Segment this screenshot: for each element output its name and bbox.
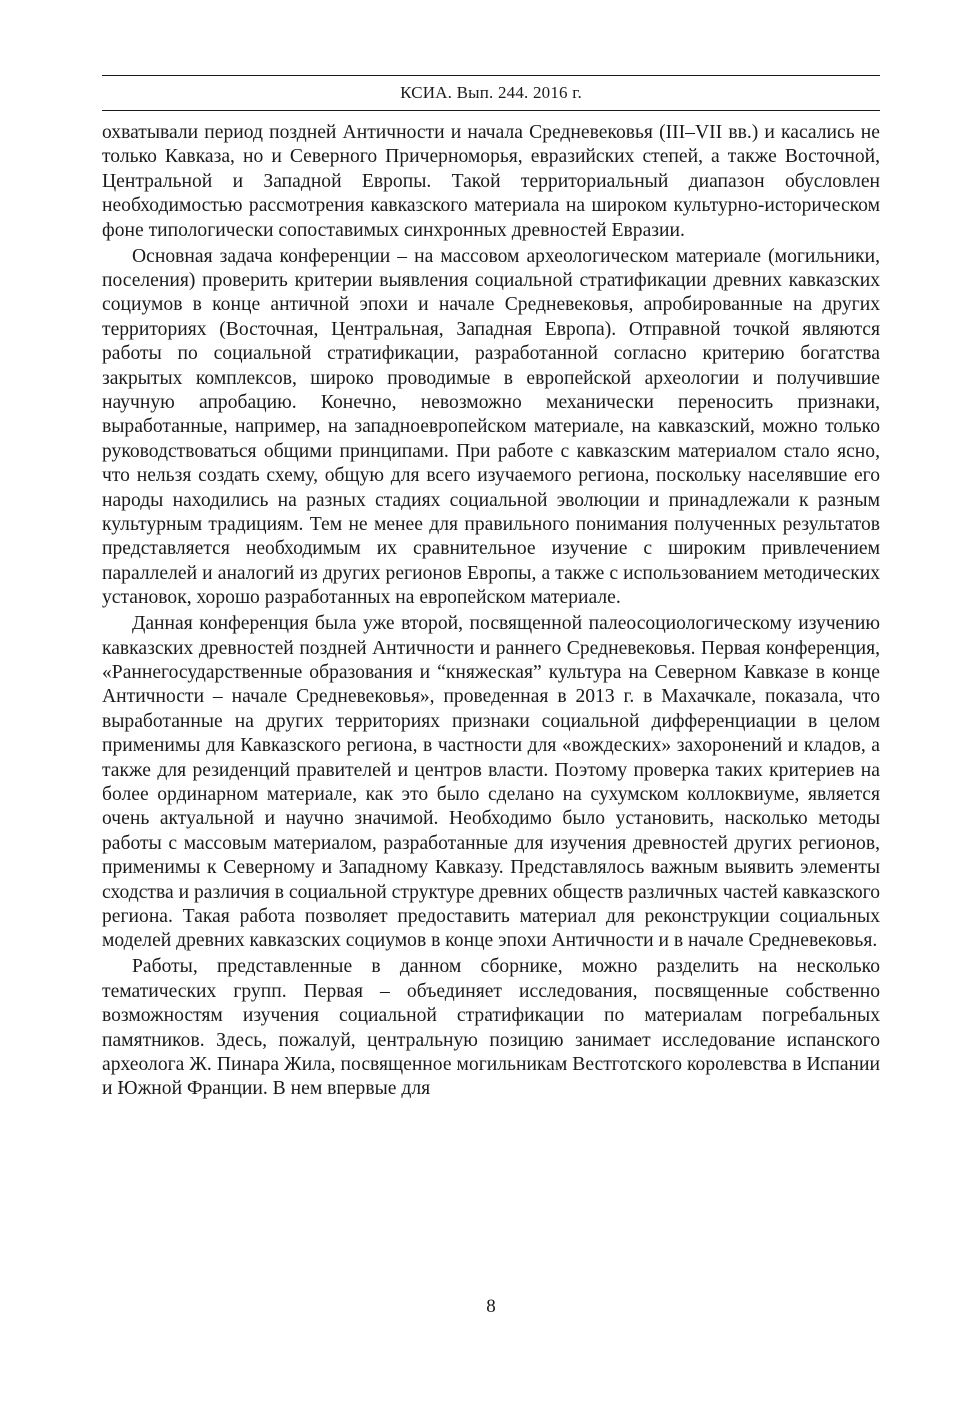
paragraph-continued: охватывали период поздней Античности и начала Средневековья (III–VII вв.) и касались не только Кавказа, но и Северного Причерноморья, евразийских степей, а также Восточной, Центральной и Западной Европы. Такой территориальный диапазон обусловлен необходимостью рассмотрения кавказского материала на широком культурно-историческом фоне типологически сопоставимых синхронных древностей Евразии. (102, 122, 880, 241)
header-rule-bottom (102, 110, 880, 111)
paragraph: Данная конференция была уже второй, посвященной палеосоциологическому изучению кавказских древностей поздней Античности и раннего Средневековья. Первая конференция, «Раннегосударственные образования и “княжеская” культура на Северном Кавказе в конце Античности – начале Средневековья», проведенная в 2013 г. в Махачкале, показала, что выработанные на других территориях признаки социальной дифференциации в целом применимы для Кавказского региона, в частности для «вождеских» захоронений и кладов, а также для резиденций правителей и центров власти. Поэтому проверка таких критериев на более ординарном материале, как это было сделано на сухумском коллоквиуме, является очень актуальной и научно значимой. Необходимо было установить, насколько методы работы с массовым материалом, разработанные для изучения древностей других регионов, применимы к Северному и Западному Кавказу. Представлялось важным выявить элементы сходства и различия в социальной структуре древних обществ различных частей кавказского региона. Такая работа позволяет предоставить материал для реконструкции социальных моделей древних кавказских социумов в конце эпохи Античности и в начале Средневековья. (102, 613, 880, 952)
paragraph: Работы, представленные в данном сборнике, можно разделить на несколько тематических групп. Первая – объединяет исследования, посвященные собственно возможностям изучения социальной стратификации по материалам погребальных памятников. Здесь, пожалуй, центральную позицию занимает исследование испанского археолога Ж. Пинара Жила, посвященное могильникам Вестготского королевства в Испании и Южной Франции. В нем впервые для (102, 956, 880, 1100)
body-text (102, 121, 880, 1102)
running-header: КСИА. Вып. 244. 2016 г. (400, 83, 582, 102)
page-number: 8 (486, 1296, 496, 1317)
paragraph: Основная задача конференции – на массовом археологическом материале (могильники, поселения) проверить критерии выявления социальной стратификации древних кавказских социумов в конце античной эпохи и начале Средневековья, апробированные на других территориях (Восточная, Центральная, Западная Европа). Отправной точкой являются работы по социальной стратификации, разработанной согласно критерию богатства закрытых комплексов, широко проводимые в европейской археологии и получившие научную апробацию. Конечно, невозможно механически переносить признаки, выработанные, например, на западноевропейском материале, на кавказский, можно только руководствоваться общими принципами. При работе с кавказским материалом стало ясно, что нельзя создать схему, общую для всего изучаемого региона, поскольку населявшие его народы находились на разных стадиях социальной эволюции и принадлежали к разным культурным традициям. Тем не менее для правильного понимания полученных результатов представляется необходимым их сравнительное изучение с широким привлечением параллелей и аналогий из других регионов Европы, а также с использованием методических установок, хорошо разработанных на европейском материале. (102, 245, 880, 609)
header-rule-top (102, 75, 880, 76)
